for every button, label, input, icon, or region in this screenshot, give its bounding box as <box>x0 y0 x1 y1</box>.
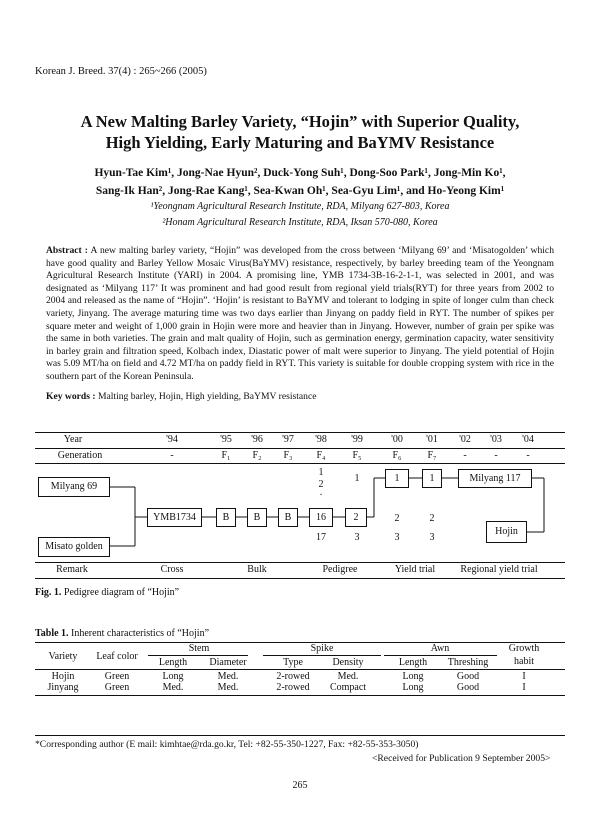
col-awn: Awn <box>430 643 450 654</box>
abstract-label: Abstract : <box>46 245 88 256</box>
generation-cell: F₄ <box>316 450 326 461</box>
generation-cell: F₅ <box>352 450 362 461</box>
cross-ymb1734-box: YMB1734 <box>147 508 202 527</box>
corresponding-author-footnote: *Corresponding author (E mail: kimhtae@rda.go.kr, Tel: +82-55-350-1227, Fax: +82-55-353-3050) <box>35 739 419 750</box>
col-spike: Spike <box>310 643 334 654</box>
col-variety: Variety <box>48 651 78 662</box>
table-cell: Med. <box>217 671 239 682</box>
col-stem: Stem <box>188 643 210 654</box>
awn-subrule <box>384 655 497 656</box>
table-cell: Green <box>104 682 130 693</box>
f7-count: 2 <box>429 513 435 524</box>
col-growth: Growth <box>508 643 540 654</box>
table-cell: Long <box>402 671 424 682</box>
keywords-text: Malting barley, Hojin, High yielding, BaYMV resistance <box>97 391 317 402</box>
year-cell: '97 <box>282 434 294 445</box>
col-habit: habit <box>514 656 534 667</box>
generation-cell: - <box>463 450 467 461</box>
hojin-box: Hojin <box>486 521 527 543</box>
year-cell: '00 <box>391 434 403 445</box>
affiliation-2: ²Honam Agricultural Research Institute, RDA, Iksan 570-080, Korea <box>162 217 438 228</box>
table-bottom-rule <box>35 695 565 696</box>
generation-cell: - <box>494 450 498 461</box>
bulk-box-f3: B <box>278 508 298 527</box>
generation-cell: - <box>170 450 174 461</box>
parent-milyang69-box: Milyang 69 <box>38 477 110 497</box>
remark-bulk: Bulk <box>247 564 267 575</box>
table-cell: Green <box>104 671 130 682</box>
table-cell: Med. <box>162 682 184 693</box>
f5-count-above: 1 <box>354 473 360 484</box>
year-cell: '94 <box>166 434 178 445</box>
year-cell: '04 <box>522 434 534 445</box>
selection-box-f6: 1 <box>385 469 409 488</box>
pedigree-box-f5: 2 <box>345 508 367 527</box>
table-cell: Long <box>402 682 424 693</box>
table-cell: 2-rowed <box>276 682 310 693</box>
generation-label: Generation <box>57 450 103 461</box>
year-cell: '99 <box>351 434 363 445</box>
year-cell: '01 <box>426 434 438 445</box>
table-top-rule <box>35 642 565 643</box>
table-cell: Med. <box>337 671 359 682</box>
bulk-box-f1: B <box>216 508 236 527</box>
f6-count: 3 <box>394 532 400 543</box>
generation-cell: F₆ <box>392 450 402 461</box>
f4-count-below: 17 <box>316 532 326 543</box>
stem-subrule <box>148 655 248 656</box>
col-leaf-color: Leaf color <box>96 651 138 662</box>
f4-count-dot: · <box>319 490 323 501</box>
footnote-rule <box>35 735 565 736</box>
table-caption-text: Inherent characteristics of “Hojin” <box>71 628 210 639</box>
title-line-2: High Yielding, Early Maturing and BaYMV Resistance <box>105 133 495 152</box>
f4-count-above: 1 <box>318 467 324 478</box>
table-cell: Long <box>162 671 184 682</box>
generation-cell: F₁ <box>221 450 231 461</box>
figure-caption-label: Fig. 1. <box>35 587 62 598</box>
col-spike-type: Type <box>283 657 303 668</box>
f7-count: 3 <box>429 532 435 543</box>
abstract-text: A new malting barley variety, “Hojin” was developed from the cross between ‘Milyang 69’ and ‘Misatogolden’ which have good quality and Barley Yellow Mosaic Virus(BaYMV) resistance, respectively, by barley breeding team of the Yeongnam Agricultural Research Institute (YARI) in 2004. A promising line, YMB 1734-3B-16-2-1-1, was selected in 2001, and was designated as ‘Milyang 117’ It was prominent and had good result from regional yield trials(RYT) for three years from 2002 to 2004 and released as the name of “Hojin”. ‘Hojin’ is resistant to BaYMV and tolerant to lodging in spite of longer culm than check variety, Jinyang. The average maturing time was two days earlier than Jinyang on paddy field in RYT. The number of spikes per square meter and weight of 1,000 grain in Hojin were more and heavier than in Jinyang. However, number of grain per spike was the same in both varieties. The grain and malt quality of Hojin, such as germination energy, germination capacity, water sensitivity in barley grain and filtration speed, Kolbach index, Diastatic power of malt were superior to Jinyang. The yield potential of Hojin was 5.09 MT/ha on field and 4.72 MT/ha on paddy field in RYT. This variety is suitable for double cropping system with rice in the southern part of the Korean Peninsula. <box>46 245 554 382</box>
remark-regional-yield-trial: Regional yield trial <box>460 564 538 575</box>
remark-cross: Cross <box>160 564 184 575</box>
year-cell: '03 <box>490 434 502 445</box>
year-cell: '96 <box>251 434 263 445</box>
table-caption <box>35 628 209 639</box>
remark-yield-trial: Yield trial <box>394 564 436 575</box>
keywords-label: Key words : <box>46 391 96 402</box>
milyang117-box: Milyang 117 <box>458 469 532 488</box>
page-number: 265 <box>292 780 308 791</box>
table-header-rule <box>35 669 565 670</box>
table-cell: 2-rowed <box>276 671 310 682</box>
pedigree-box-f4: 16 <box>309 508 333 527</box>
figure-caption-text: Pedigree diagram of “Hojin” <box>63 587 180 598</box>
parent-misatogolden-box: Misato golden <box>38 537 110 557</box>
f6-count: 2 <box>394 513 400 524</box>
table-cell: Compact <box>329 682 367 693</box>
generation-cell: - <box>526 450 530 461</box>
col-stem-length: Length <box>158 657 188 668</box>
col-spike-density: Density <box>332 657 364 668</box>
journal-reference: Korean J. Breed. 37(4) : 265~266 (2005) <box>35 66 207 77</box>
col-awn-length: Length <box>398 657 428 668</box>
f4-count-above: 2 <box>318 479 324 490</box>
year-cell: '98 <box>315 434 327 445</box>
table-cell: Med. <box>217 682 239 693</box>
table-cell: I <box>522 671 526 682</box>
remark-pedigree: Pedigree <box>322 564 358 575</box>
figure-caption <box>35 587 179 598</box>
spike-subrule <box>263 655 381 656</box>
authors-line-1: Hyun-Tae Kim¹, Jong-Nae Hyun², Duck-Yong Suh¹, Dong-Soo Park¹, Jong-Min Ko¹, <box>94 167 506 179</box>
col-awn-threshing: Threshing <box>447 657 489 668</box>
received-date: <Received for Publication 9 September 2005> <box>372 753 551 764</box>
generation-cell: F₇ <box>427 450 437 461</box>
table-cell: Jinyang <box>47 682 79 693</box>
title-line-1: A New Malting Barley Variety, “Hojin” with Superior Quality, <box>80 112 520 131</box>
remark-label: Remark <box>56 564 88 575</box>
authors-line-2: Sang-Ik Han², Jong-Rae Kang¹, Sea-Kwan Oh¹, Sea-Gyu Lim¹, and Ho-Yeong Kim¹ <box>95 185 505 197</box>
year-cell: '02 <box>459 434 471 445</box>
generation-cell: F₃ <box>283 450 293 461</box>
table-cell: Good <box>456 682 480 693</box>
selection-box-f7: 1 <box>422 469 442 488</box>
col-stem-diameter: Diameter <box>209 657 247 668</box>
affiliation-1: ¹Yeongnam Agricultural Research Institute, RDA, Milyang 627-803, Korea <box>150 201 450 212</box>
bulk-box-f2: B <box>247 508 267 527</box>
year-cell: '95 <box>220 434 232 445</box>
f5-count-below: 3 <box>354 532 360 543</box>
table-cell: I <box>522 682 526 693</box>
generation-cell: F₂ <box>252 450 262 461</box>
table-caption-label: Table 1. <box>35 628 69 639</box>
table-cell: Good <box>456 671 480 682</box>
table-cell: Hojin <box>51 671 75 682</box>
year-label: Year <box>63 434 83 445</box>
